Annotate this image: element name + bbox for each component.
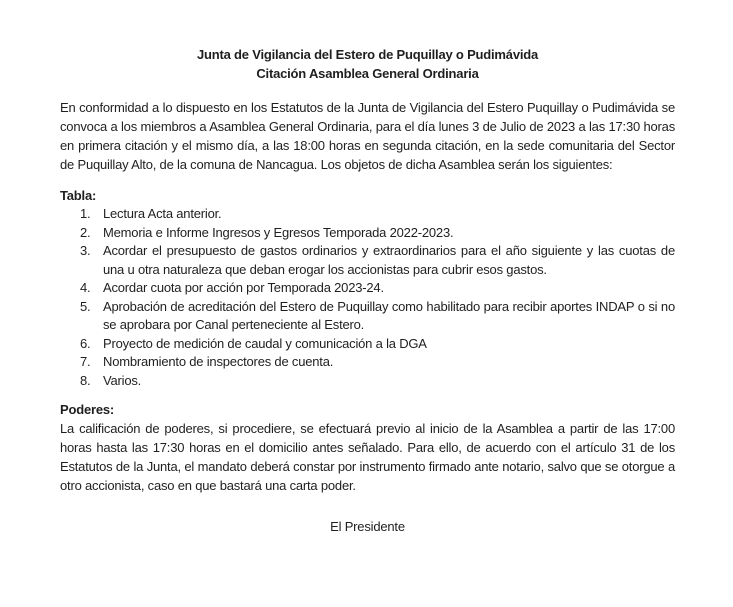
agenda-item-text: Memoria e Informe Ingresos y Egresos Temporada 2022-2023. xyxy=(103,224,454,240)
agenda-list xyxy=(60,205,675,390)
agenda-item-text: Varios. xyxy=(103,372,142,388)
agenda-item-text: Aprobación de acreditación del Estero de Puquillay como habilitado para recibir aportes INDAP o si no se aprobara por Canal perteneciente al Estero. xyxy=(103,298,675,332)
agenda-item xyxy=(60,205,675,224)
agenda-item xyxy=(60,242,675,279)
intro-paragraph: En conformidad a lo dispuesto en los Estatutos de la Junta de Vigilancia del Estero Puquillay o Pudimávida se convoca a los miembros a Asamblea General Ordinaria, para el día lunes 3 de Julio de 2023 a las 17:30 horas en primera citación y el mismo día, a las 18:00 horas en segunda citación, en la sede comunitaria del Sector de Puquillay Alto, de la comuna de Nancagua. Los objetos de dicha Asamblea serán los siguientes: xyxy=(60,100,675,172)
agenda-item-text: Acordar cuota por acción por Temporada 2023-24. xyxy=(103,280,384,295)
poderes-heading: Poderes: xyxy=(60,402,115,417)
tabla-heading: Tabla: xyxy=(60,188,97,203)
poderes-paragraph: La calificación de poderes, si procediere, se efectuará previo al inicio de la Asamblea a partir de las 17:00 horas hasta las 17:30 horas en el domicilio antes señalado. Para ello, de acuerdo con el artículo 31 de los Estatutos de la Junta, el mandato deberá constar por instrumento firmado ante notario, salvo que se otorgue a otro accionista, caso en que bastará una carta poder. xyxy=(60,421,675,493)
agenda-item xyxy=(60,353,675,372)
agenda-item-number: 7. xyxy=(80,354,91,369)
title-line-2: Citación Asamblea General Ordinaria xyxy=(256,66,479,81)
agenda-item xyxy=(60,335,675,354)
agenda-item-number: 6. xyxy=(80,335,91,351)
agenda-item-number: 8. xyxy=(80,372,91,388)
agenda-item-text: Proyecto de medición de caudal y comunicación a la DGA xyxy=(103,335,427,351)
agenda-item-number: 2. xyxy=(80,224,91,240)
agenda-item-text: Nombramiento de inspectores de cuenta. xyxy=(103,354,334,369)
agenda-item xyxy=(60,224,675,243)
agenda-item xyxy=(60,298,675,335)
agenda-item-number: 1. xyxy=(80,206,91,221)
agenda-item-number: 4. xyxy=(80,280,91,295)
title-line-1: Junta de Vigilancia del Estero de Puquillay o Pudimávida xyxy=(196,47,539,62)
agenda-item-text: Lectura Acta anterior. xyxy=(103,206,222,221)
agenda-item xyxy=(60,372,675,391)
agenda-item xyxy=(60,279,675,298)
agenda-item-text: Acordar el presupuesto de gastos ordinarios y extraordinarios para el año siguiente y las cuotas de una u otra naturaleza que deban erogar los accionistas para cubrir esos gastos. xyxy=(103,243,675,277)
document-title xyxy=(60,45,675,83)
signature: El Presidente xyxy=(330,519,405,534)
agenda-item-number: 3. xyxy=(80,243,91,258)
agenda-item-number: 5. xyxy=(80,298,91,314)
